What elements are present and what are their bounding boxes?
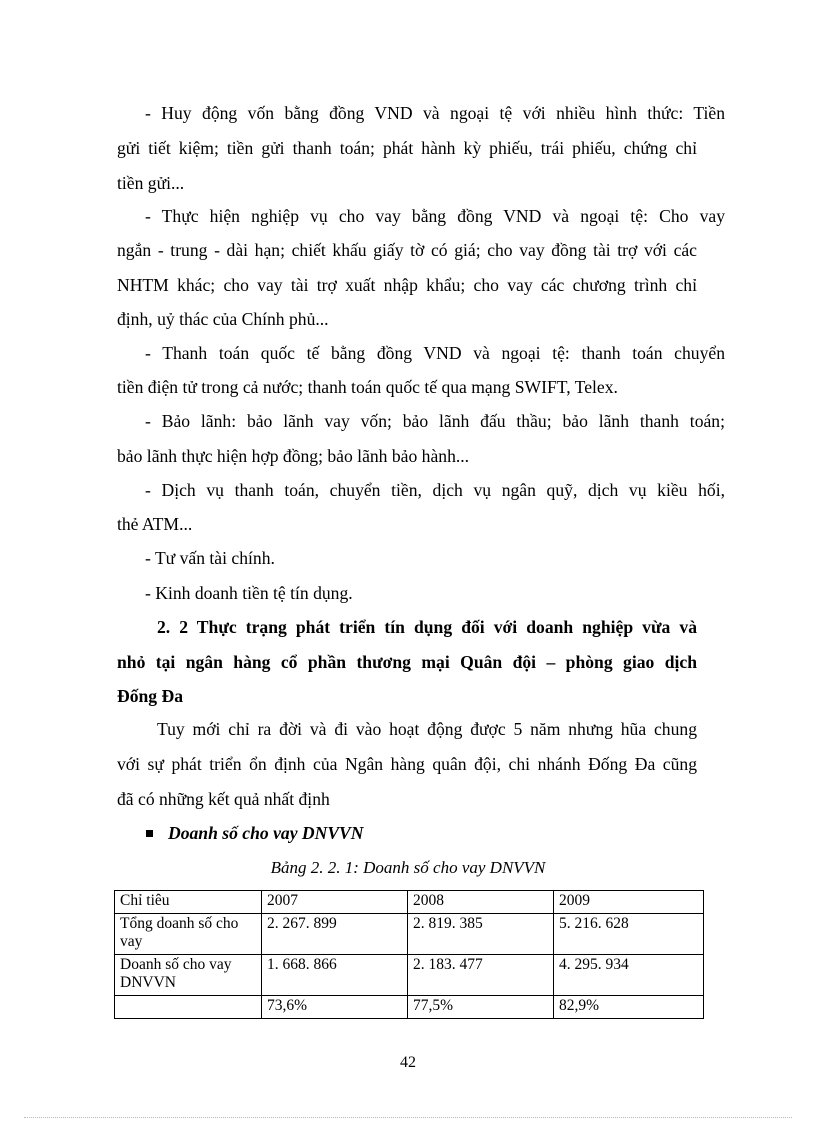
table-cell: 2. 267. 899 [262,913,408,954]
header-cell: 2008 [408,891,554,914]
data-table [114,890,704,1019]
body-line: - Kinh doanh tiền tệ tín dụng. [145,583,353,603]
body-line: - Bảo lãnh: bảo lãnh vay vốn; bảo lãnh đấu thầu; bảo lãnh thanh toán; [145,411,725,431]
page-number: 42 [400,1054,416,1071]
table-cell: 77,5% [408,995,554,1018]
header-cell: 2007 [262,891,408,914]
body-line: Tuy mới chỉ ra đời và đi vào hoạt động được 5 năm nhưng hũa chung [157,719,697,739]
section-heading: nhỏ tại ngân hàng cổ phần thương mại Quân đội – phòng giao dịch [117,652,697,672]
page-border-dotted [24,1117,792,1118]
table-row [115,913,704,954]
table-row [115,995,704,1018]
table-cell [115,995,262,1018]
body-line: NHTM khác; cho vay tài trợ xuất nhập khẩu; cho vay các chương trình chỉ [117,275,697,295]
body-line: gửi tiết kiệm; tiền gửi thanh toán; phát hành kỳ phiếu, trái phiếu, chứng chỉ [117,138,697,158]
body-line: ngắn - trung - dài hạn; chiết khấu giấy tờ có giá; cho vay đồng tài trợ với các [117,240,697,260]
table-cell: 1. 668. 866 [262,954,408,995]
body-line: đã có những kết quả nhất định [117,789,330,809]
table-cell: 73,6% [262,995,408,1018]
body-line: định, uỷ thác của Chính phủ... [117,309,329,329]
table-cell: Tổng doanh số cho vay [115,913,262,954]
body-line: thẻ ATM... [117,514,193,534]
body-line: - Huy động vốn bằng đồng VND và ngoại tệ với nhiều hình thức: Tiền [145,103,725,123]
header-cell: 2009 [554,891,704,914]
table-cell: Doanh số cho vay DNVVN [115,954,262,995]
table-cell: 4. 295. 934 [554,954,704,995]
body-line: - Dịch vụ thanh toán, chuyển tiền, dịch vụ ngân quỹ, dịch vụ kiều hối, [145,480,725,500]
subheading: Doanh số cho vay DNVVN [168,823,364,843]
table-caption: Bảng 2. 2. 1: Doanh số cho vay DNVVN [270,858,546,877]
table-header-row [115,891,704,914]
header-cell: Chỉ tiêu [115,891,262,914]
table-cell: 2. 183. 477 [408,954,554,995]
table-cell: 82,9% [554,995,704,1018]
body-line: tiền điện tử trong cả nước; thanh toán quốc tế qua mạng SWIFT, Telex. [117,377,618,397]
body-line: - Tư vấn tài chính. [145,548,275,568]
body-line: tiền gửi... [117,173,185,193]
body-line: với sự phát triển ổn định của Ngân hàng quân đội, chi nhánh Đống Đa cũng [117,754,697,774]
table-cell: 2. 819. 385 [408,913,554,954]
body-line: - Thanh toán quốc tế bằng đồng VND và ngoại tệ: thanh toán chuyển [145,343,725,363]
section-heading: 2. 2 Thực trạng phát triển tín dụng đối với doanh nghiệp vừa và [157,617,697,637]
body-line: - Thực hiện nghiệp vụ cho vay bằng đồng VND và ngoại tệ: Cho vay [145,206,725,226]
table-cell: 5. 216. 628 [554,913,704,954]
table-row [115,954,704,995]
section-heading: Đống Đa [117,686,183,706]
body-line: bảo lãnh thực hiện hợp đồng; bảo lãnh bảo hành... [117,446,470,466]
square-bullet-icon [146,830,153,837]
